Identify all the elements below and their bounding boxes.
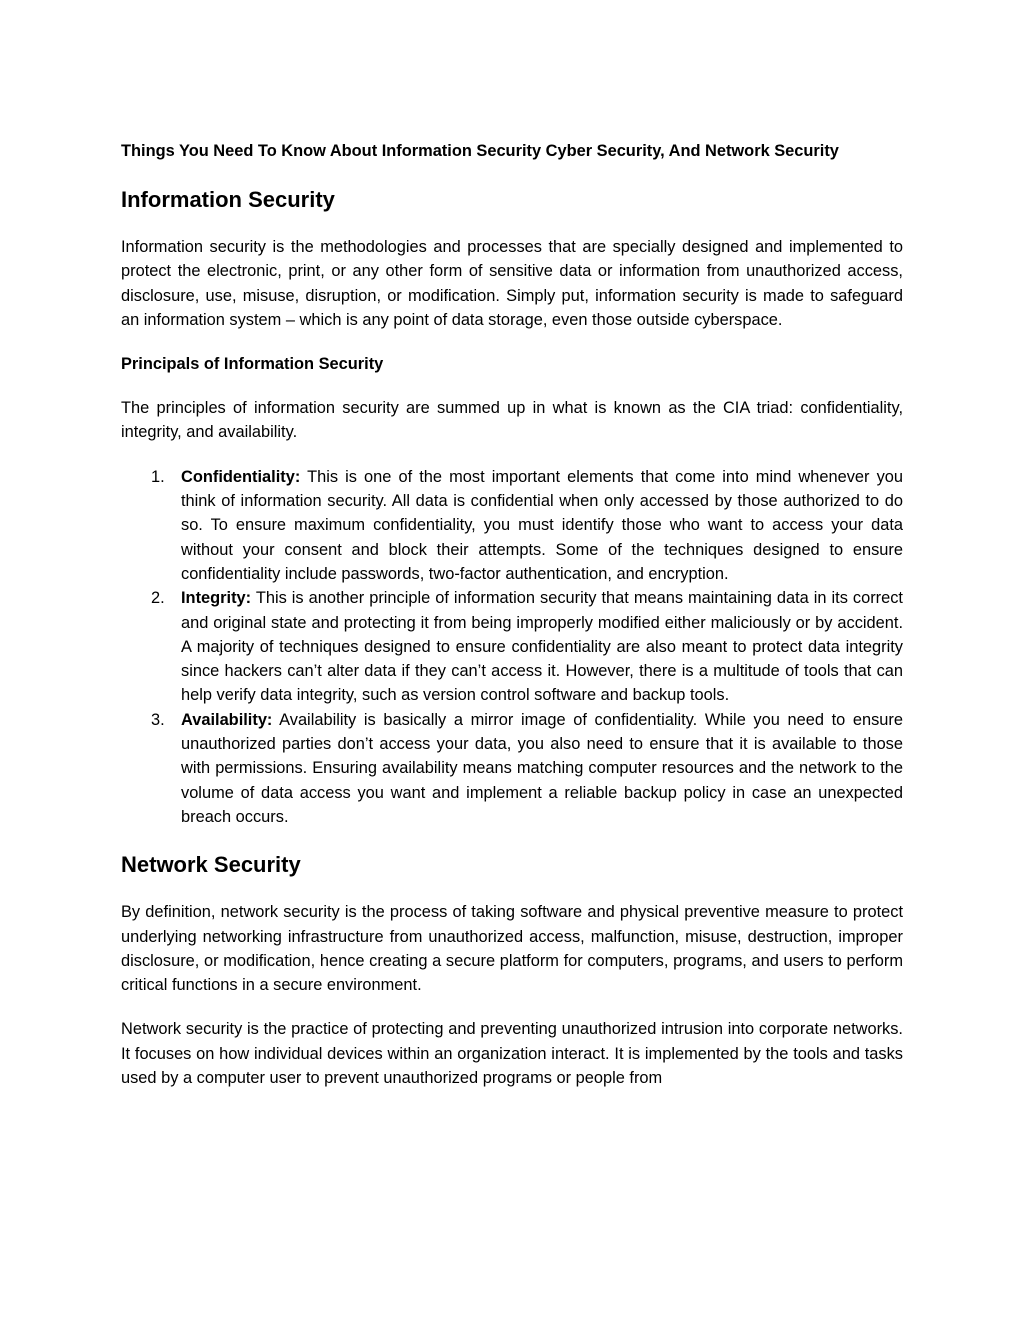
principle-term: Confidentiality: xyxy=(181,467,301,486)
information-security-heading: Information Security xyxy=(121,187,335,212)
list-item-confidentiality xyxy=(121,465,903,586)
list-number: 2. xyxy=(151,589,165,608)
principles-list xyxy=(121,465,903,829)
network-security-paragraph-1: By definition, network security is the process of taking software and physical preventive measure to protect underlying networking infrastructure from unauthorized access, malfunction, misuse, destruction, improper disclosure, or modification, hence creating a secure platform for computers, programs, and users to perform critical functions in a secure environment. xyxy=(121,903,903,995)
list-item-integrity xyxy=(121,586,903,707)
principle-term: Availability: xyxy=(181,710,273,729)
document-title: Things You Need To Know About Information Security Cyber Security, And Network Security xyxy=(121,142,839,160)
list-number: 1. xyxy=(151,467,165,486)
network-security-paragraph-2: Network security is the practice of protecting and preventing unauthorized intrusion into corporate networks. It focuses on how individual devices within an organization interact. It is implemented by the tools and tasks used by a computer user to prevent unauthorized programs or people from xyxy=(121,1020,903,1088)
principle-text: This is one of the most important elements that come into mind whenever you think of information security. All data is confidential when only accessed by those authorized to do so. To ensure maximum confidentiality, you must identify those who want to access your data without your consent and block their attempts. Some of the techniques designed to ensure confidentiality include passwords, two-factor authentication, and encryption. xyxy=(181,467,903,583)
principals-heading: Principals of Information Security xyxy=(121,355,384,374)
principle-text: Availability is basically a mirror image of confidentiality. While you need to ensure unauthorized parties don’t access your data, you also need to ensure that it is available to those with permissions. Ensuring availability means matching computer resources and the network to the volume of data access you want and implement a reliable backup policy in case an unexpected breach occurs. xyxy=(181,710,903,826)
list-number: 3. xyxy=(151,710,165,729)
list-item-availability xyxy=(121,708,903,829)
network-security-heading: Network Security xyxy=(121,852,301,878)
information-security-paragraph: Information security is the methodologies and processes that are specially designed and implemented to protect the electronic, print, or any other form of sensitive data or information from unauthorized access, disclosure, use, misuse, disruption, or modification. Simply put, information security is made to safeguard an information system – which is any point of data storage, even those outside cyberspace. xyxy=(121,238,903,329)
principle-term: Integrity: xyxy=(181,589,252,608)
principles-intro-paragraph: The principles of information security are summed up in what is known as the CIA triad: confidentiality, integrity, and availability. xyxy=(121,399,903,442)
document-page xyxy=(121,139,903,1090)
principle-text: This is another principle of information security that means maintaining data in its correct and original state and protecting it from being improperly modified either maliciously or by accident. A majority of techniques designed to ensure confidentiality are also meant to protect data integrity since hackers can’t alter data if they can’t access it. However, there is a multitude of tools that can help verify data integrity, such as version control software and backup tools. xyxy=(181,589,903,705)
